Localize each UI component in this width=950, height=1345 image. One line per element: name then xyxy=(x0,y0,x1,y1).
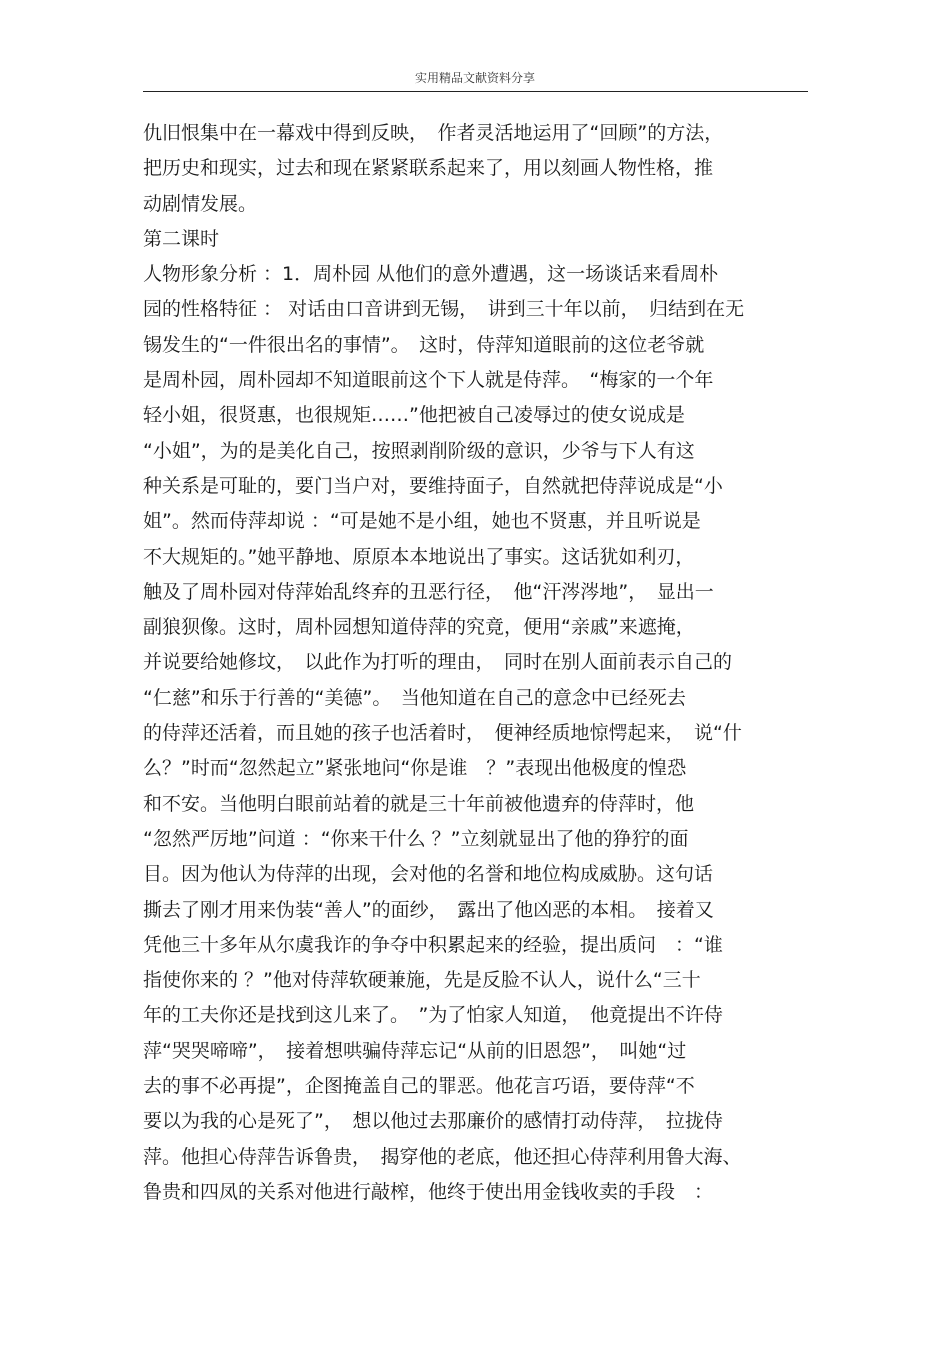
text-line: 年的工夫你还是找到这儿来了。 ”为了怕家人知道， 他竟提出不许侍 xyxy=(143,1004,723,1027)
text-line: 轻小姐，很贤惠，也很规矩……”他把被自己凌辱过的使女说成是 xyxy=(143,404,685,427)
text-line: 不大规矩的。”她平静地、原原本本地说出了事实。这话犹如利刃， xyxy=(143,545,695,568)
text-line: 锡发生的“一件很出名的事情”。 这时，侍萍知道眼前的这位老爷就 xyxy=(143,333,705,356)
text-line: 么？”时而“忽然起立”紧张地问“你是谁 ？”表现出他极度的惶恐 xyxy=(143,757,687,780)
text-line: 萍。他担心侍萍告诉鲁贵， 揭穿他的老底，他还担心侍萍利用鲁大海、 xyxy=(143,1145,742,1168)
text-line: 把历史和现实，过去和现在紧紧联系起来了，用以刻画人物性格，推 xyxy=(143,157,714,180)
text-line: 目。因为他认为侍萍的出现，会对他的名誉和地位构成威胁。这句话 xyxy=(143,863,714,886)
text-line: 去的事不必再提”，企图掩盖自己的罪恶。他花言巧语，要侍萍“不 xyxy=(143,1075,695,1098)
header-divider xyxy=(143,91,808,92)
document-body xyxy=(143,116,808,1210)
text-line: 副狼狈像。这时，周朴园想知道侍萍的究竟，便用“亲戚”来遮掩， xyxy=(143,616,695,639)
text-line: 仇旧恨集中在一幕戏中得到反映， 作者灵活地运用了“回顾”的方法， xyxy=(143,122,724,144)
text-line: 人物形象分析 ：1．周朴园 从他们的意外遭遇，这一场谈话来看周朴 xyxy=(143,263,719,286)
text-line: 的侍萍还活着，而且她的孩子也活着时， 便神经质地惊愕起来， 说“什 xyxy=(143,722,742,745)
text-line: 种关系是可耻的，要门当户对，要维持面子，自然就把侍萍说成是“小 xyxy=(143,474,723,497)
text-line: 凭他三十多年从尔虞我诈的争夺中积累起来的经验，提出质问 ：“谁 xyxy=(143,933,723,956)
text-line: “小姐”，为的是美化自己，按照剥削阶级的意识，少爷与下人有这 xyxy=(143,439,695,462)
text-line: 姐”。然而侍萍却说 ：“可是她不是小组，她也不贤惠，并且听说是 xyxy=(143,510,701,533)
section-heading: 第二课时 xyxy=(143,227,220,250)
text-line: 和不安。当他明白眼前站着的就是三十年前被他遗弃的侍萍时，他 xyxy=(143,792,695,815)
text-line: 园的性格特征 ： 对话由口音讲到无锡， 讲到三十年以前， 归结到在无 xyxy=(143,298,745,321)
text-line: 撕去了刚才用来伪装“善人”的面纱， 露出了他凶恶的本相。 接着又 xyxy=(143,898,714,921)
text-line: 要以为我的心是死了”， 想以他过去那廉价的感情打动侍萍， 拉拢侍 xyxy=(143,1110,723,1133)
text-line: 萍“哭哭啼啼”， 接着想哄骗侍萍忘记“从前的旧恩怨”， 叫她“过 xyxy=(143,1039,687,1062)
text-line: 鲁贵和四凤的关系对他进行敲榨，他终于使出用金钱收卖的手段 ： xyxy=(143,1180,714,1203)
text-line: “忽然严厉地”问道 ：“你来干什么 ？”立刻就显出了他的狰狞的面 xyxy=(143,827,689,850)
text-line: 动剧情发展。 xyxy=(143,192,258,215)
page-header: 实用精品文献资料分享 xyxy=(414,71,535,85)
text-line: 是周朴园，周朴园却不知道眼前这个下人就是侍萍。 “梅家的一个年 xyxy=(143,369,714,392)
text-line: 指使你来的 ？”他对侍萍软硬兼施，先是反脸不认人，说什么“三十 xyxy=(143,969,701,992)
text-line: 触及了周朴园对侍萍始乱终弃的丑恶行径， 他“汗涔涔地”， 显出一 xyxy=(143,580,714,603)
text-line: 并说要给她修坟， 以此作为打听的理由， 同时在别人面前表示自己的 xyxy=(143,651,733,674)
text-line: “仁慈”和乐于行善的“美德”。 当他知道在自己的意念中已经死去 xyxy=(143,686,686,709)
